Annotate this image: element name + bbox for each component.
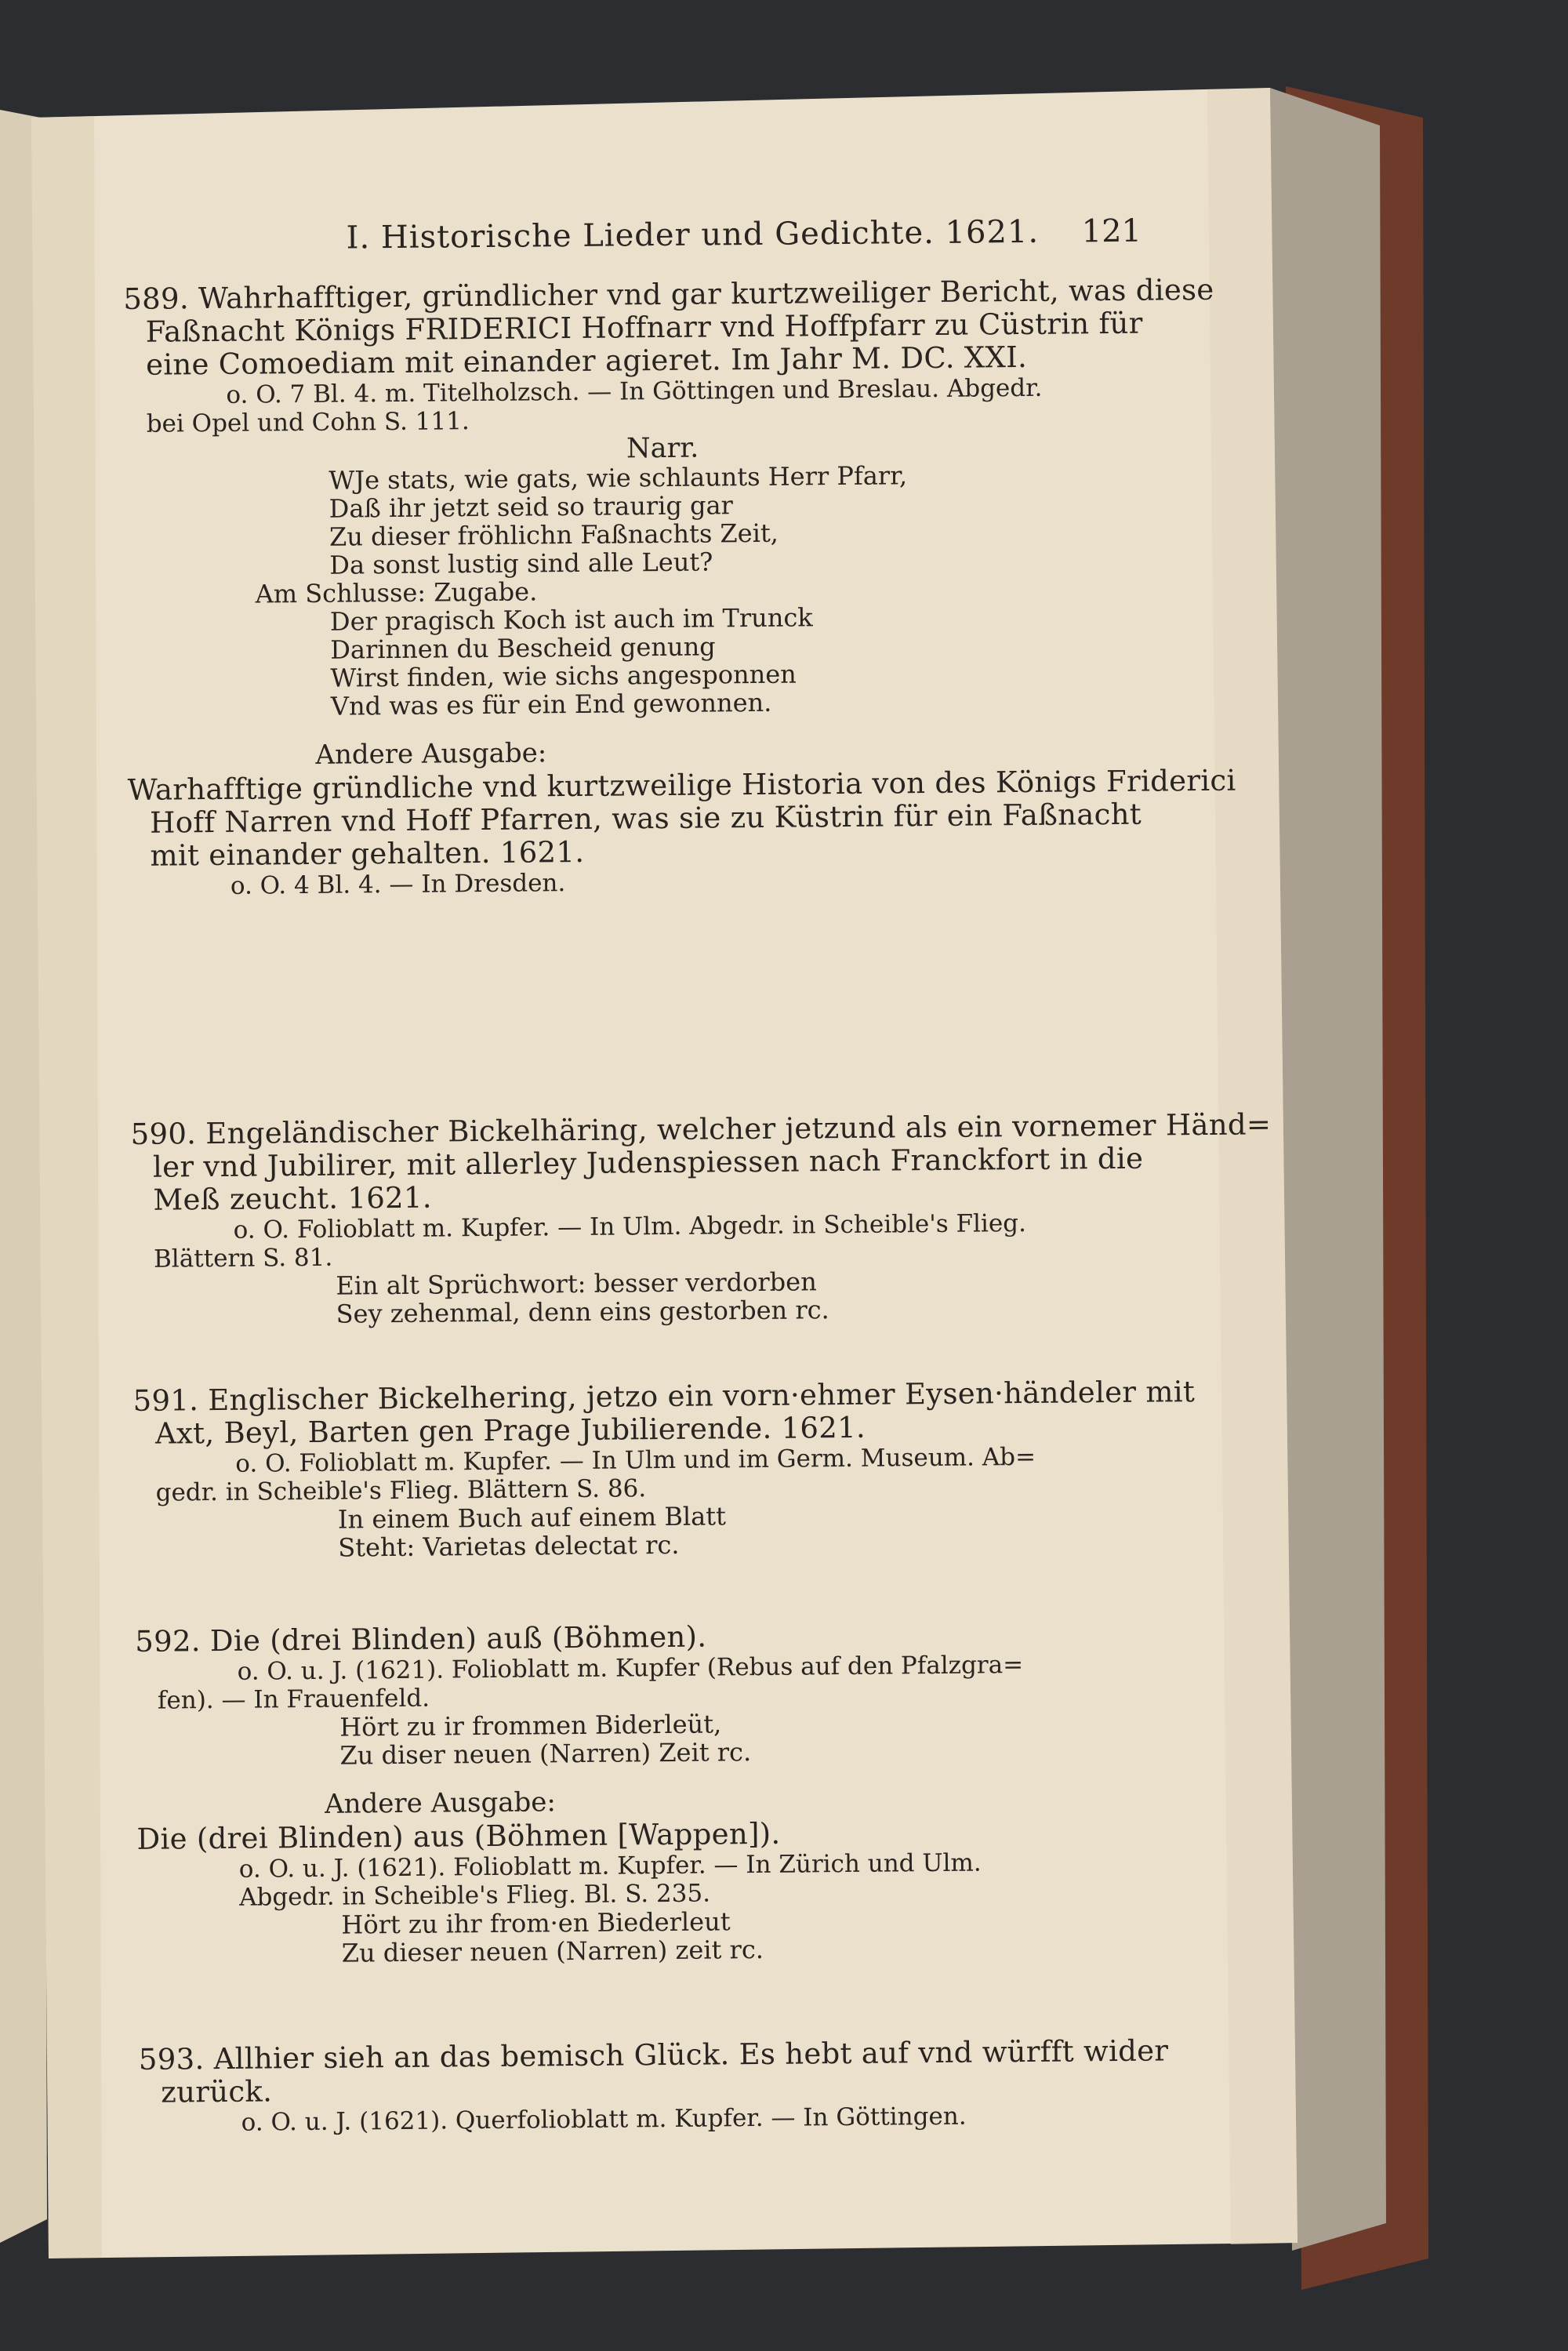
verse-line: Sey zehenmal, denn eins gestorben rc. xyxy=(336,1295,829,1329)
running-head: I. Historische Lieder und Gedichte. 1621. xyxy=(346,213,1040,256)
entry-title: zurück. xyxy=(161,2074,273,2109)
verse-line: Vnd was es für ein End gewonnen. xyxy=(330,687,772,721)
verse-line: Da sonst lustig sind alle Leut? xyxy=(329,547,713,580)
bibliographic-note: Blättern S. 81. xyxy=(153,1243,333,1274)
entry-592 xyxy=(135,1616,1251,1969)
bibliographic-note: o. O. u. J. (1621). Folioblatt m. Kupfer (Rebus auf den Pfalzgra= xyxy=(237,1651,1024,1686)
bibliographic-note: Abgedr. in Scheible's Flieg. Bl. S. 235. xyxy=(238,1879,711,1912)
bibliographic-note: o. O. u. J. (1621). Querfolioblatt m. Kupfer. — In Göttingen. xyxy=(241,2102,967,2137)
entry-title: Faßnacht Königs FRIDERICI Hoffnarr vnd Hoffpfarr zu Cüstrin für xyxy=(145,306,1143,349)
entry-title: Hoff Narren vnd Hoff Pfarren, was sie zu Küstrin für ein Faßnacht xyxy=(149,797,1142,840)
entry-591 xyxy=(132,1375,1247,1564)
verse-line: Zu dieser neuen (Narren) zeit rc. xyxy=(341,1934,764,1968)
entry-title: 592. Die (drei Blinden) auß (Böhmen). xyxy=(135,1619,707,1659)
verse-line: Der pragisch Koch ist auch im Trunck xyxy=(329,602,813,637)
verse-line: Daß ihr jetzt seid so traurig gar xyxy=(328,490,734,524)
entry-title: 593. Allhier sieh an das bemisch Glück. Es hebt auf vnd würfft wider xyxy=(138,2033,1169,2077)
entry-593 xyxy=(139,2034,1253,2138)
bibliographic-note: bei Opel und Cohn S. 111. xyxy=(146,407,470,438)
verse-line: Zu dieser fröhlichn Faßnachts Zeit, xyxy=(328,518,779,552)
verse-line: Hört zu ihr from·en Biederleut xyxy=(341,1906,731,1940)
entry-590 xyxy=(130,1107,1272,1330)
speaker-label: Narr. xyxy=(626,432,699,465)
entry-title: ler vnd Jubilirer, mit allerley Judenspiessen nach Franckfort in die xyxy=(152,1141,1144,1184)
verse-line: In einem Buch auf einem Blatt xyxy=(337,1501,727,1535)
book-page xyxy=(31,77,1305,2205)
entry-title: Axt, Beyl, Barten gen Prage Jubilierende. 1621. xyxy=(154,1410,866,1451)
bibliographic-note: gedr. in Scheible's Flieg. Blättern S. 86. xyxy=(155,1474,647,1507)
bibliographic-note: o. O. u. J. (1621). Folioblatt m. Kupfer. — In Zürich und Ulm. xyxy=(238,1848,982,1884)
bibliographic-note: o. O. 7 Bl. 4. m. Titelholzsch. — In Göttingen und Breslau. Abgedr. xyxy=(226,373,1043,409)
bibliographic-note: o. O. Folioblatt m. Kupfer. — In Ulm und im Germ. Museum. Ab= xyxy=(235,1442,1036,1478)
entry-title: Die (drei Blinden) aus (Böhmen [Wappen]). xyxy=(136,1816,781,1856)
verse-line: Ein alt Sprüchwort: besser verdorben xyxy=(336,1266,817,1301)
other-edition-label: Andere Ausgabe: xyxy=(315,737,547,771)
page-number: 121 xyxy=(1081,213,1142,250)
entry-title: mit einander gehalten. 1621. xyxy=(150,834,585,873)
entry-title: Meß zeucht. 1621. xyxy=(153,1180,433,1217)
bibliographic-note: fen). — In Frauenfeld. xyxy=(157,1684,430,1715)
entry-title: 591. Englischer Bickelhering, jetzo ein vorn·ehmer Eysen·händeler mit xyxy=(132,1375,1196,1418)
entry-title: Warhafftige gründliche vnd kurtzweilige Historia von des Königs Friderici xyxy=(127,763,1236,807)
bibliographic-note: o. O. 4 Bl. 4. — In Dresden. xyxy=(230,869,566,900)
verse-line: Wirst finden, wie sichs angesponnen xyxy=(330,659,797,693)
verse-line: Darinnen du Bescheid genung xyxy=(330,631,716,665)
verse-line: Hört zu ir frommen Biderleüt, xyxy=(339,1709,722,1742)
entry-title: 589. Wahrhafftiger, gründlicher vnd gar kurtzweiliger Bericht, was diese xyxy=(123,272,1214,316)
entry-title: 590. Engeländischer Bickelhäring, welcher jetzund als ein vornemer Händ= xyxy=(130,1107,1272,1151)
bibliographic-note: o. O. Folioblatt m. Kupfer. — In Ulm. Abgedr. in Scheible's Flieg. xyxy=(233,1208,1027,1245)
entry-title: eine Comoediam mit einander agieret. Im Jahr M. DC. XXI. xyxy=(145,340,1028,382)
entry-589 xyxy=(123,274,1242,901)
verse-line: Steht: Varietas delectat rc. xyxy=(338,1529,680,1563)
verse-line: Zu diser neuen (Narren) Zeit rc. xyxy=(339,1737,752,1771)
other-edition-label: Andere Ausgabe: xyxy=(324,1786,557,1820)
section-note: Am Schlusse: Zugabe. xyxy=(255,576,538,609)
verse-line: WJe stats, wie gats, wie schlaunts Herr Pfarr, xyxy=(328,460,908,496)
